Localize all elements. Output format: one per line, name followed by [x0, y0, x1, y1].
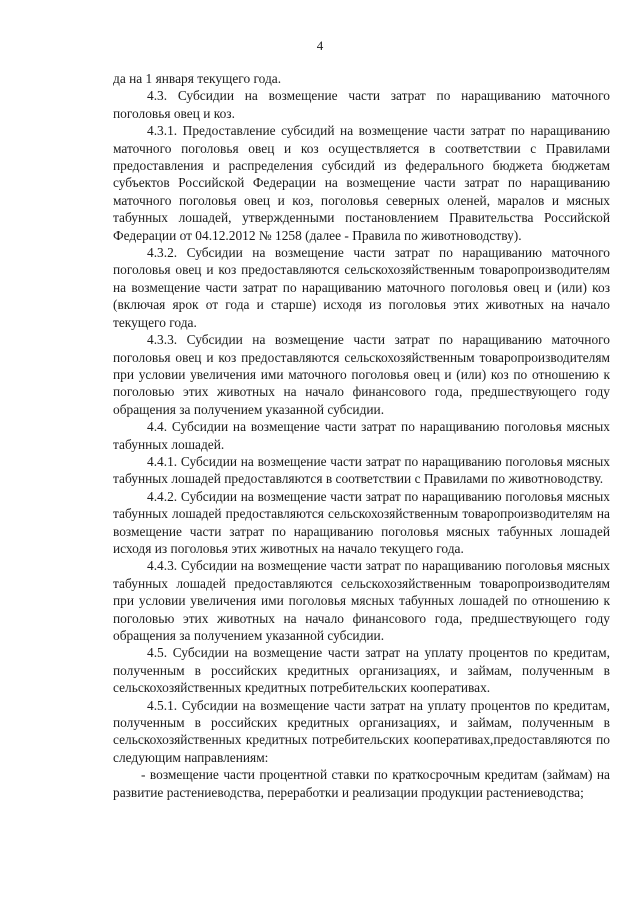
- paragraph-4-3-1: 4.3.1. Предоставление субсидий на возмещение части затрат по наращиванию маточного поголовья овец и коз осуществляется в соответствии с Правилами предоставления и распределения субсидий из федерального бюджета бюджетам субъектов Российской Федерации на возмещение части затрат по наращиванию маточного поголовья овец и коз, поголовья северных оленей, маралов и мясных табунных лошадей, утвержденными постановлением Правительства Российской Федерации от 04.12.2012 № 1258 (далее - Правила по животноводству).: [113, 123, 610, 243]
- paragraph-4-3-3: 4.3.3. Субсидии на возмещение части затрат по наращиванию маточного поголовья овец и коз предоставляются сельскохозяйственным товаропроизводителям при условии увеличения ими маточного поголовья овец и (или) коз по отношению к поголовью этих животных на начало финансового года, предшествующего году обращения за получением указанной субсидии.: [113, 332, 610, 417]
- paragraph-4-4-2: 4.4.2. Субсидии на возмещение части затрат по наращиванию поголовья мясных табунных лошадей предоставляются сельскохозяйственным товаропроизводителям на возмещение части затрат по наращиванию поголовья мясных табунных лошадей исходя из поголовья этих животных на начало текущего года.: [113, 488, 610, 556]
- paragraph-4-3-2: 4.3.2. Субсидии на возмещение части затрат по наращиванию маточного поголовья овец и коз предоставляются сельскохозяйственным товаропроизводителям на возмещение части затрат по наращиванию маточного поголовья овец и (или) коз (включая ярок от года и старше) исходя из поголовья этих животных на начало текущего года.: [113, 245, 610, 330]
- paragraph-4-4-3: 4.4.3. Субсидии на возмещение части затрат по наращиванию поголовья мясных табунных лошадей предоставляются сельскохозяйственным товаропроизводителям при условии увеличения ими поголовья мясных табунных лошадей по отношению к поголовью этих животных на начало финансового года, предшествующего году обращения за получением указанной субсидии.: [113, 558, 610, 643]
- page-number: 4: [316, 38, 324, 53]
- paragraph-4-3: 4.3. Субсидии на возмещение части затрат по наращиванию маточного поголовья овец и коз.: [113, 88, 610, 121]
- paragraph-continuation: да на 1 января текущего года.: [113, 71, 282, 86]
- paragraph-4-5-1: 4.5.1. Субсидии на возмещение части затрат на уплату процентов по кредитам, полученным в российских кредитных организациях, и займам, полученным в сельскохозяйственных кредитных потребительских кооперативах,предоставляются по следующим направлениям:: [113, 697, 610, 765]
- paragraph-4-4: 4.4. Субсидии на возмещение части затрат по наращиванию поголовья мясных табунных лошадей.: [113, 419, 610, 452]
- paragraph-4-5: 4.5. Субсидии на возмещение части затрат на уплату процентов по кредитам, полученным в российских кредитных организациях, и займам, полученным в сельскохозяйственных кредитных потребительских кооперативах.: [113, 645, 610, 696]
- document-body: [113, 70, 610, 801]
- paragraph-4-4-1: 4.4.1. Субсидии на возмещение части затрат по наращиванию поголовья мясных табунных лошадей предоставляются в соответствии с Правилами по животноводству.: [113, 453, 610, 487]
- list-item-short-term-credit: - возмещение части процентной ставки по краткосрочным кредитам (займам) на развитие растениеводства, переработки и реализации продукции растениеводства;: [113, 767, 610, 800]
